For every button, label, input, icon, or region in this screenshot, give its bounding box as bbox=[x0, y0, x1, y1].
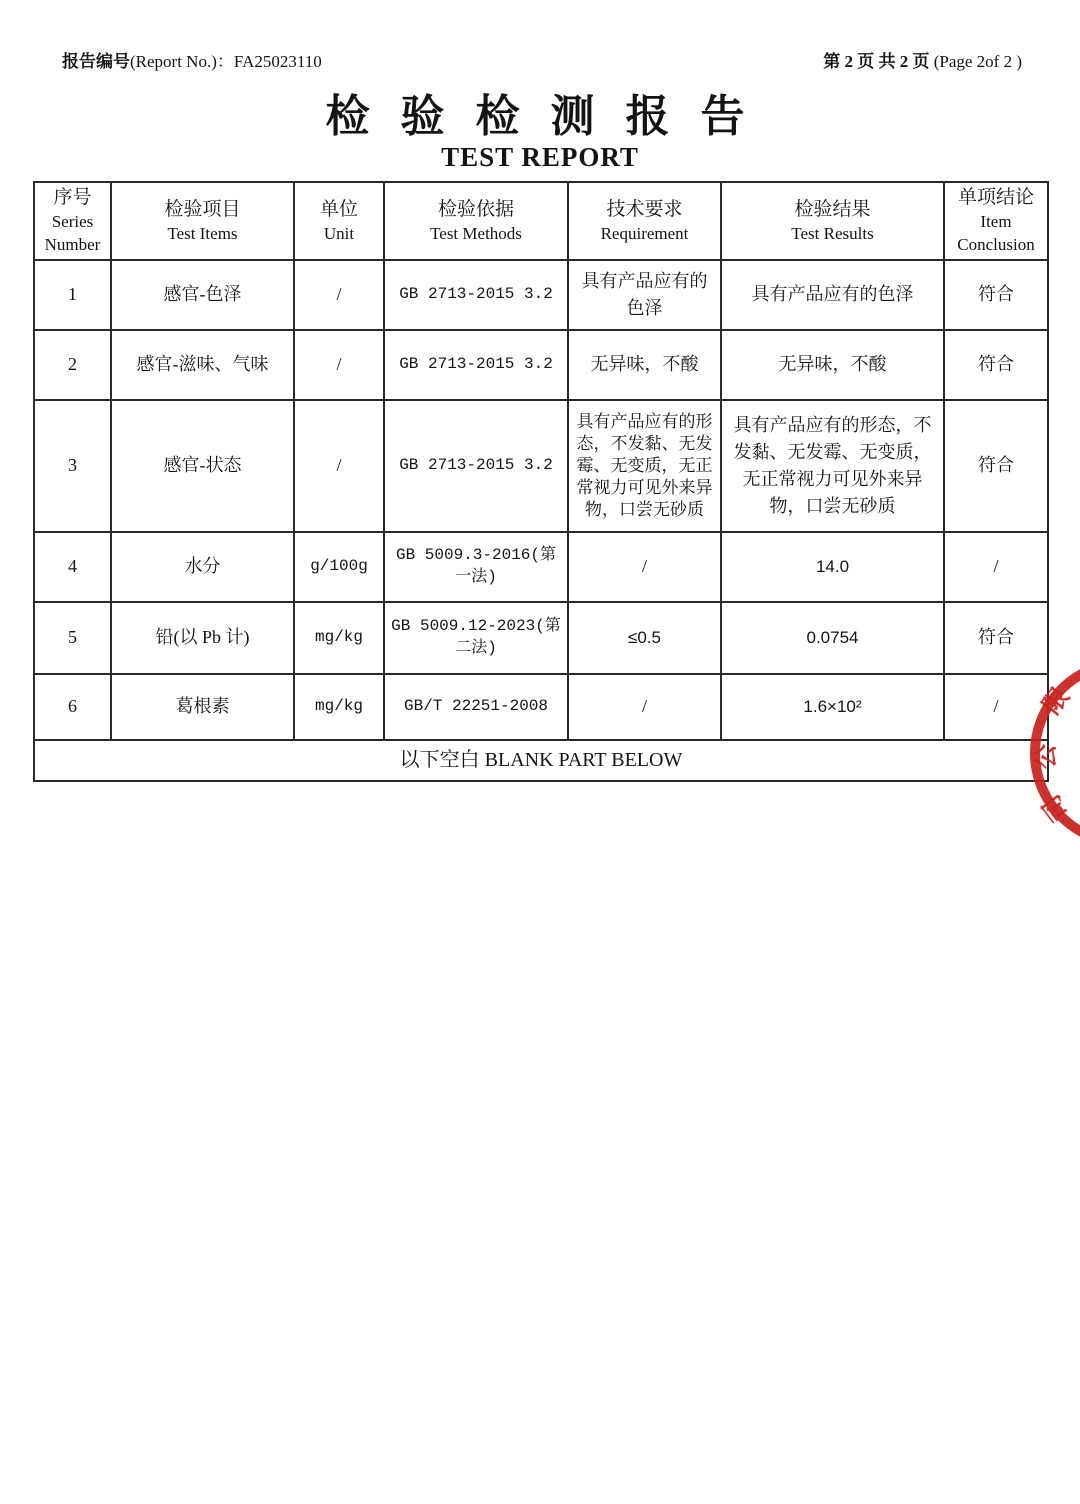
cell-requirement: 具有产品应有的形态，不发黏、无发霉、无变质，无正常视力可见外来异物，口尝无砂质 bbox=[568, 400, 721, 532]
header-test-results bbox=[721, 182, 944, 260]
header-cn: 检验项目 bbox=[164, 198, 241, 220]
table-row bbox=[34, 532, 1048, 602]
cell-unit: mg/kg bbox=[294, 602, 384, 674]
cell-series-number: 6 bbox=[34, 674, 111, 740]
report-number-value: FA25023110 bbox=[233, 52, 322, 71]
header-cn: 检验依据 bbox=[437, 198, 514, 220]
table-row bbox=[34, 674, 1048, 740]
cell-test-item: 水分 bbox=[111, 532, 294, 602]
cell-test-method: GB 2713-2015 3.2 bbox=[384, 260, 568, 330]
blank-part-row bbox=[34, 740, 1048, 781]
cell-conclusion: / bbox=[944, 532, 1048, 602]
cell-test-item: 铅(以 Pb 计) bbox=[111, 602, 294, 674]
test-report-table bbox=[33, 181, 1049, 782]
cell-test-method: GB 5009.3-2016(第一法) bbox=[384, 532, 568, 602]
page-indicator-en: (Page 2of 2 ) bbox=[929, 52, 1022, 71]
header-cn: 技术要求 bbox=[606, 198, 683, 220]
cell-requirement: ≤0.5 bbox=[568, 602, 721, 674]
cell-series-number: 3 bbox=[34, 400, 111, 532]
cell-unit: / bbox=[294, 330, 384, 400]
cell-test-item: 感官-色泽 bbox=[111, 260, 294, 330]
header-en: Test Results bbox=[791, 223, 874, 243]
report-number bbox=[62, 52, 322, 72]
header-item-conclusion bbox=[944, 182, 1048, 260]
cell-test-result: 14.0 bbox=[721, 532, 944, 602]
page-indicator bbox=[823, 52, 1022, 72]
report-number-label-cn: 报告编号 bbox=[62, 52, 130, 71]
stamp-character: 公 bbox=[1032, 743, 1061, 770]
stamp-character: 限 bbox=[1038, 683, 1075, 720]
report-title-cn: 检 验 检 测 报 告 bbox=[325, 92, 755, 142]
cell-test-result: 0.0754 bbox=[721, 602, 944, 674]
cell-requirement: 具有产品应有的色泽 bbox=[568, 260, 721, 330]
header-en: Unit bbox=[323, 223, 355, 243]
header-en: Test Items bbox=[167, 223, 238, 243]
header-unit bbox=[294, 182, 384, 260]
cell-requirement: 无异味，不酸 bbox=[568, 330, 721, 400]
header-test-items bbox=[111, 182, 294, 260]
cell-test-method: GB 5009.12-2023(第二法) bbox=[384, 602, 568, 674]
table-row bbox=[34, 330, 1048, 400]
page-indicator-cn: 第 2 页 共 2 页 bbox=[823, 52, 930, 71]
header-cn: 单项结论 bbox=[957, 187, 1034, 209]
cell-test-method: GB 2713-2015 3.2 bbox=[384, 400, 568, 532]
cell-test-result: 无异味，不酸 bbox=[721, 330, 944, 400]
cell-requirement: / bbox=[568, 674, 721, 740]
cell-conclusion: / bbox=[944, 674, 1048, 740]
cell-series-number: 5 bbox=[34, 602, 111, 674]
header-test-methods bbox=[384, 182, 568, 260]
cell-unit: / bbox=[294, 260, 384, 330]
cell-conclusion: 符合 bbox=[944, 602, 1048, 674]
cell-series-number: 1 bbox=[34, 260, 111, 330]
stamp-character: 司 bbox=[1038, 789, 1075, 826]
cell-series-number: 2 bbox=[34, 330, 111, 400]
page-meta-bar bbox=[0, 0, 1080, 72]
header-series-number bbox=[34, 182, 111, 260]
cell-test-result: 1.6×10² bbox=[721, 674, 944, 740]
cell-test-item: 葛根素 bbox=[111, 674, 294, 740]
cell-test-method: GB 2713-2015 3.2 bbox=[384, 330, 568, 400]
header-en: Test Methods bbox=[430, 223, 522, 243]
report-number-label-en: (Report No.)： bbox=[130, 52, 234, 71]
table-row bbox=[34, 260, 1048, 330]
cell-test-result: 具有产品应有的形态，不发黏、无发霉、无变质，无正常视力可见外来异物，口尝无砂质 bbox=[721, 400, 944, 532]
cell-unit: mg/kg bbox=[294, 674, 384, 740]
header-en: Series Number bbox=[44, 212, 101, 254]
cell-test-item: 感官-滋味、气味 bbox=[111, 330, 294, 400]
cell-test-method: GB/T 22251-2008 bbox=[384, 674, 568, 740]
header-requirement bbox=[568, 182, 721, 260]
blank-part-label: 以下空白 BLANK PART BELOW bbox=[34, 740, 1048, 781]
header-cn: 检验结果 bbox=[794, 198, 871, 220]
cell-test-result: 具有产品应有的色泽 bbox=[721, 260, 944, 330]
cell-conclusion: 符合 bbox=[944, 260, 1048, 330]
table-row bbox=[34, 602, 1048, 674]
table-header-row bbox=[34, 182, 1048, 260]
cell-conclusion: 符合 bbox=[944, 330, 1048, 400]
header-en: Requirement bbox=[600, 223, 689, 243]
cell-requirement: / bbox=[568, 532, 721, 602]
cell-test-item: 感官-状态 bbox=[111, 400, 294, 532]
header-cn: 序号 bbox=[53, 187, 92, 209]
table-row bbox=[34, 400, 1048, 532]
cell-series-number: 4 bbox=[34, 532, 111, 602]
cell-conclusion: 符合 bbox=[944, 400, 1048, 532]
header-en: Item Conclusion bbox=[957, 212, 1035, 254]
cell-unit: / bbox=[294, 400, 384, 532]
header-cn: 单位 bbox=[319, 198, 358, 220]
report-title-en: TEST REPORT bbox=[441, 142, 639, 173]
cell-unit: g/100g bbox=[294, 532, 384, 602]
